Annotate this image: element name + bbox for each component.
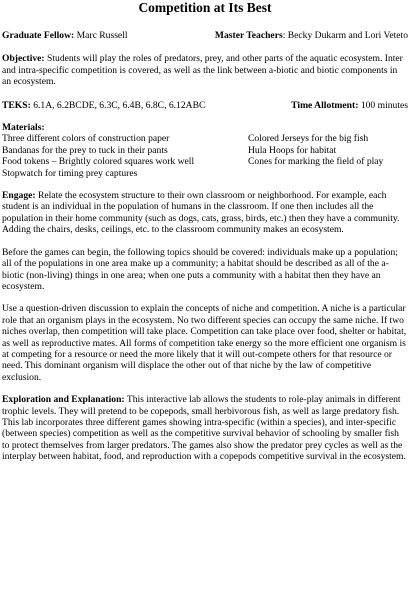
graduate-fellow bbox=[2, 30, 128, 41]
objective-label: Objective: bbox=[2, 53, 45, 65]
engage-label: Engage: bbox=[2, 190, 36, 202]
material-item: Cones for marking the field of play bbox=[248, 156, 384, 168]
graduate-fellow-value: Marc Russell bbox=[76, 30, 128, 41]
games-paragraph: Before the games can begin, the following topics should be covered: individuals make up a population; all of the populations in one area make up a community; a habitat should be described as all of the a-biotic (non-living) things in one area; when one puts a community with a habitat then they have an ecosystem. bbox=[2, 246, 398, 292]
material-item: Colored Jerseys for the big fish bbox=[248, 133, 369, 145]
material-item: Bandanas for the prey to tuck in their pants bbox=[2, 144, 168, 156]
time-allotment bbox=[291, 100, 408, 111]
material-item: Food tokens – Brightly colored squares work well bbox=[2, 156, 195, 168]
time-allotment-value: 100 minutes bbox=[360, 99, 408, 111]
material-item: Three different colors of construction paper bbox=[2, 133, 170, 145]
materials-column-right bbox=[248, 133, 408, 179]
material-item: Stopwatch for timing prey captures bbox=[2, 167, 138, 179]
exploration-label: Exploration and Explanation: bbox=[2, 394, 125, 406]
teks-value: 6.1A, 6.2BCDE, 6.3C, 6.4B, 6.8C, 6.12ABC bbox=[33, 99, 206, 111]
teks-label: TEKS: bbox=[2, 99, 31, 111]
materials-heading: Materials: bbox=[2, 122, 45, 134]
exploration-text: This interactive lab allows the students to role-play animals in different trophic levels. They will pretend to be copepods, small herbivorous fish, as well as large predatory fish. This lab incorporates three different games showing intra-specific (within a species), and inter-specific (between species) competition as well as the competitive survival behavior of schooling by smaller fish to protect themselves from larger predators. The games also show the predator prey cycles as well as the interplay between habitat, food, and reproduction with a copepods competitive survival in the ecosystem. bbox=[2, 394, 406, 463]
master-teachers bbox=[215, 30, 408, 41]
materials-column-left bbox=[2, 133, 248, 179]
exploration-paragraph bbox=[2, 394, 408, 462]
material-item: Hula Hoops for habitat bbox=[248, 144, 337, 156]
objective-text: Students will play the roles of predators, prey, and other parts of the aquatic ecosystem. Inter and intra-specific competition is covered, as well as the link between a-biotic and biotic components in an ecosystem. bbox=[2, 53, 403, 88]
master-teachers-label: Master Teachers bbox=[214, 30, 283, 41]
objective-paragraph bbox=[2, 53, 408, 87]
time-allotment-label: Time Allotment: bbox=[291, 99, 359, 111]
document-title: Competition at Its Best bbox=[138, 0, 272, 15]
engage-paragraph bbox=[2, 190, 408, 236]
staff-row bbox=[2, 30, 408, 41]
teks-row bbox=[2, 100, 408, 111]
graduate-fellow-label: Graduate Fellow: bbox=[2, 30, 75, 41]
engage-text: Relate the ecosystem structure to their own classroom or neighborhood. For example, each student is an individual in the population of humans in the classroom. If one then includes all the population in their home community (such as dogs, cats, grass, birds, etc.) then they have a community. Adding the chairs, desks, ceilings, etc. to the classroom community makes an ecosystem. bbox=[2, 190, 400, 236]
teks bbox=[2, 100, 205, 111]
niche-paragraph: Use a question-driven discussion to explain the concepts of niche and competition. A niche is a particular role that an organism plays in the ecosystem. No two different species can occupy the same niche. If two niches overlap, then competition will take place. Competition can take place over food, shelter or habitat, as well as reproductive mates. All forms of competition take energy so the more efficient one organism is at competing for a resource or need the more likely that it will out-compete others for that resource or need. This dominant organism will displace the other out of that niche by the law of competitive exclusion. bbox=[2, 303, 407, 383]
materials-list bbox=[2, 133, 408, 179]
master-teachers-value: : Becky Dukarm and Lori Veteto bbox=[282, 30, 408, 41]
